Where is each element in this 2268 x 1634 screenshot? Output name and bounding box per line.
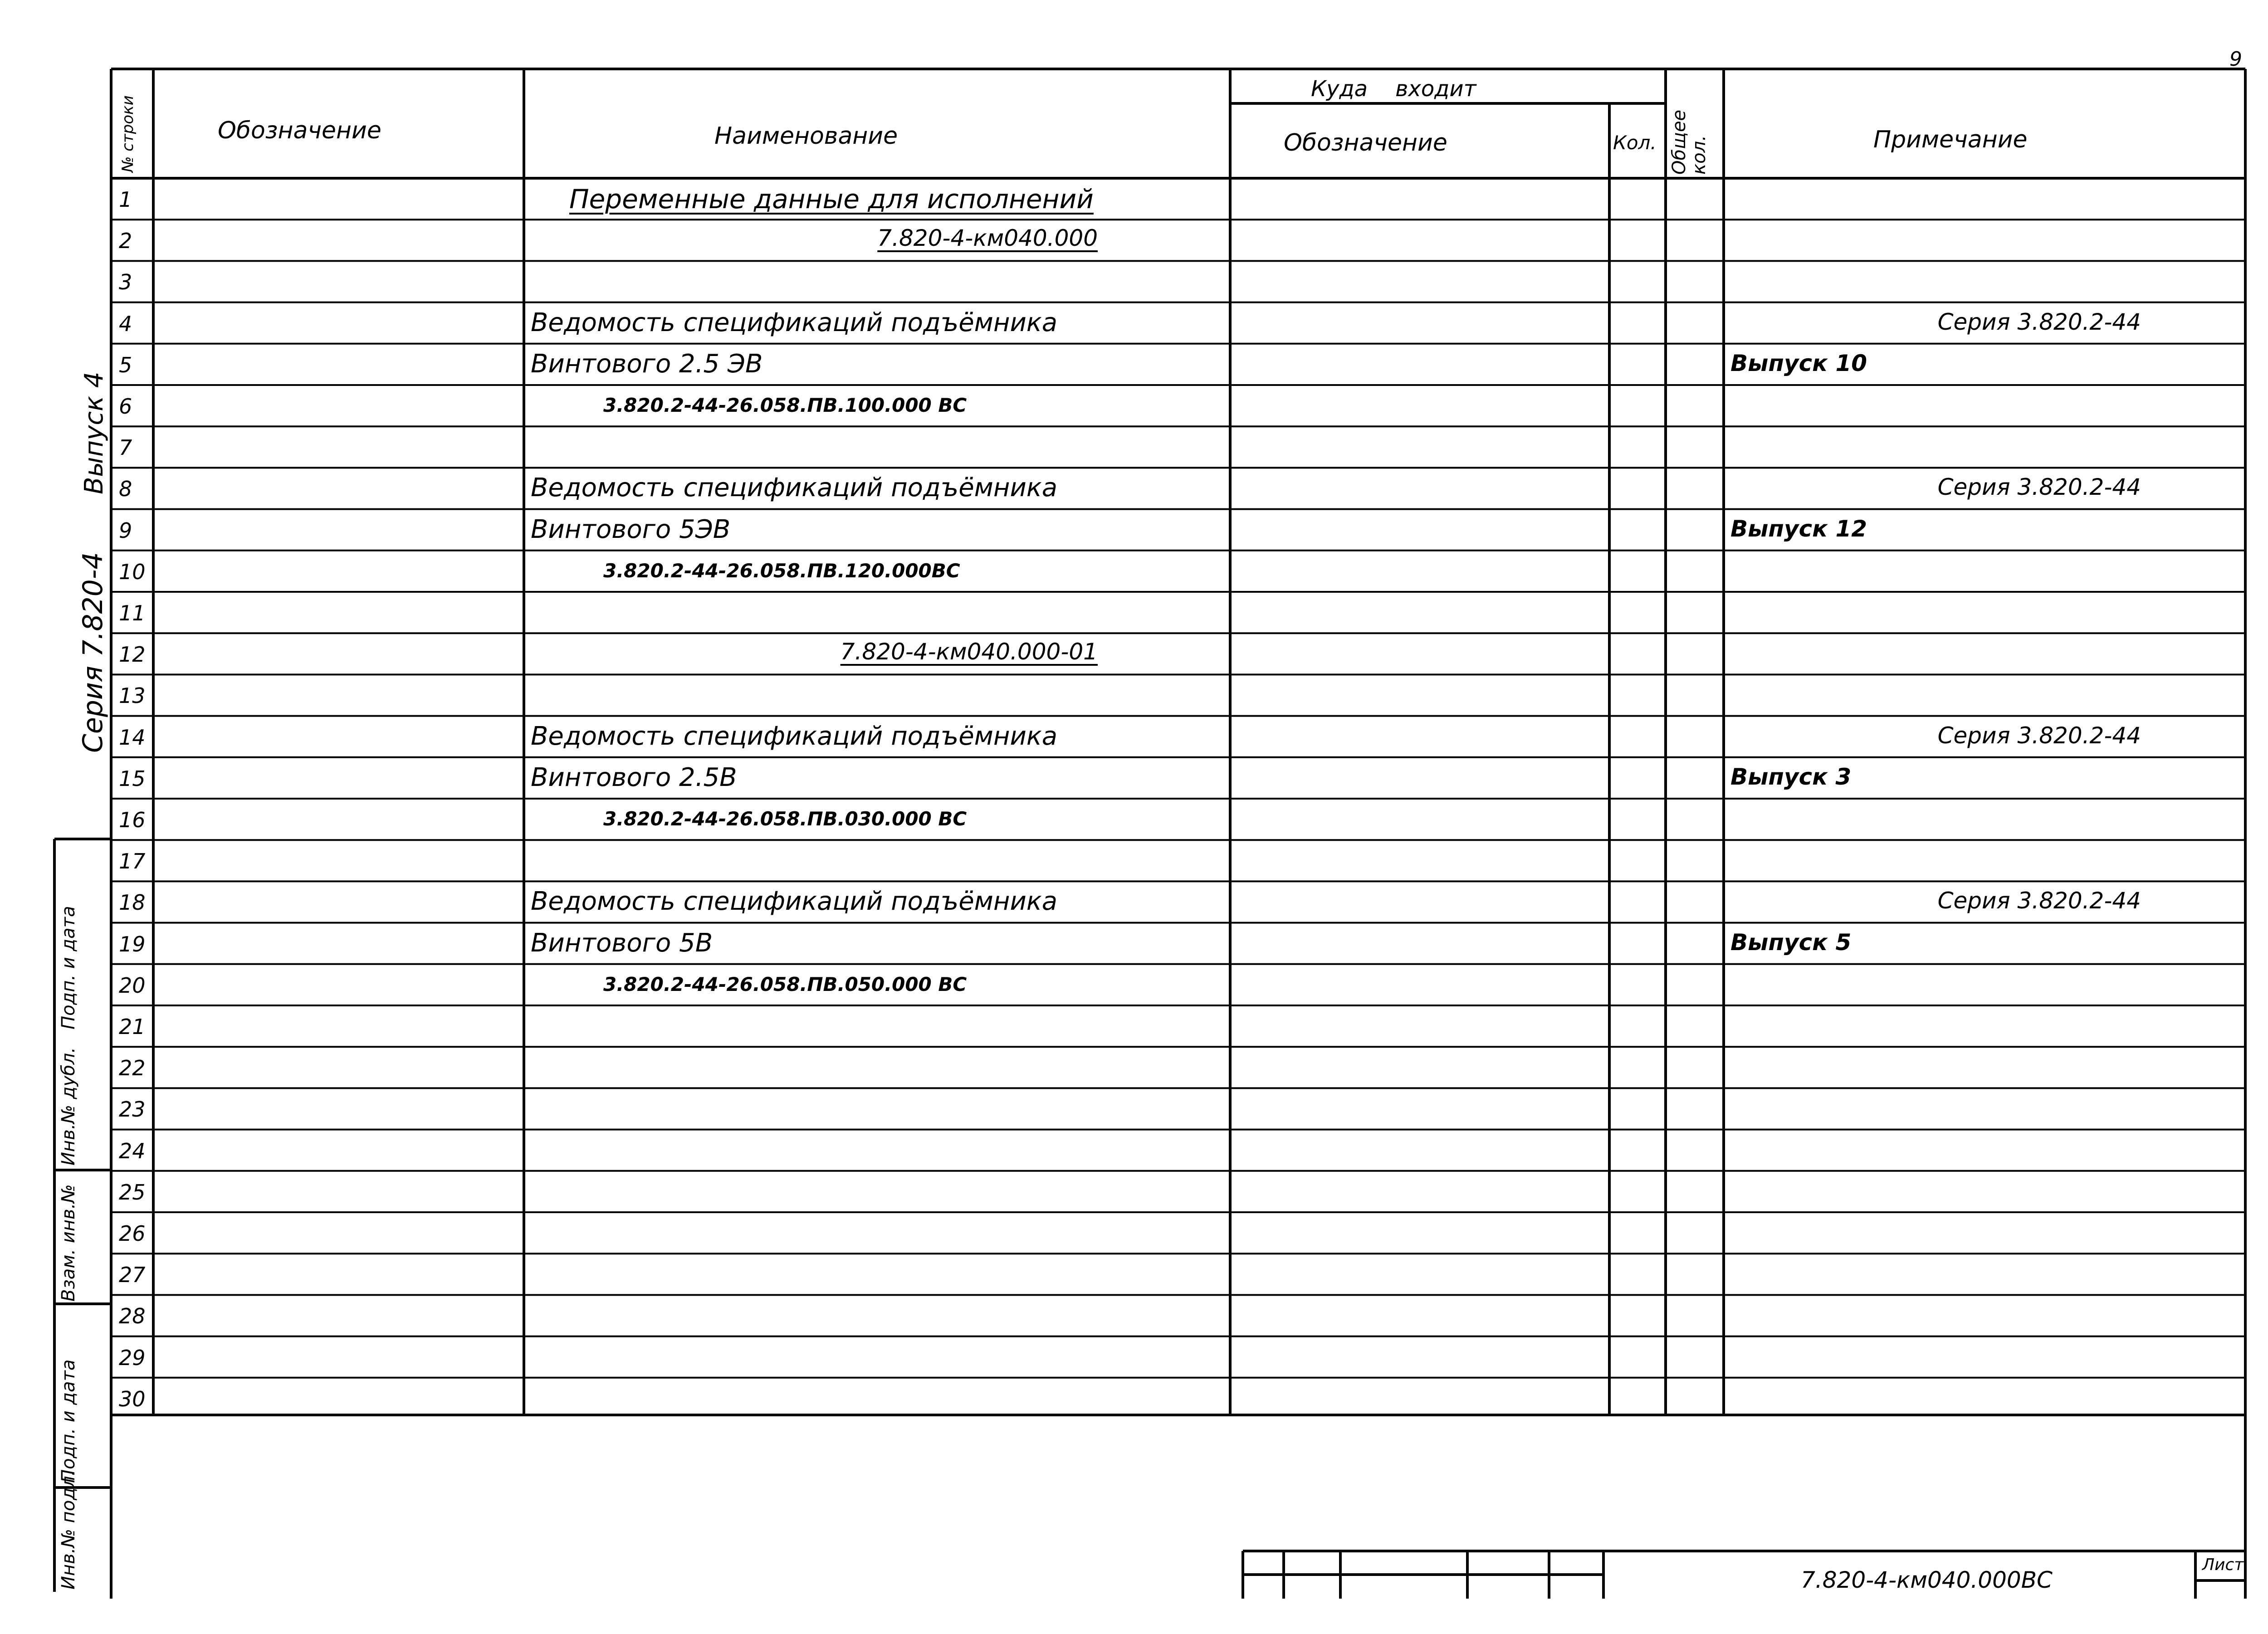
header-where-used: Куда входит [1311, 76, 1476, 102]
row-number: 22 [119, 1056, 146, 1081]
table-row [0, 1212, 2268, 1254]
header-total-qty: Общее кол. [1669, 109, 1710, 175]
table-row [0, 1254, 2268, 1295]
stamp-replace-inv: Взам. инв.№ [58, 1184, 79, 1302]
row-note: Выпуск 12 [1730, 515, 1867, 542]
row-name: Винтового 2.5 ЭВ [531, 349, 763, 379]
row-number: 17 [119, 849, 146, 874]
row-number: 18 [119, 890, 146, 915]
table-row [0, 178, 2268, 219]
row-name: Винтового 2.5В [531, 762, 737, 792]
table-row [0, 1047, 2268, 1088]
table-row [0, 633, 2268, 674]
row-number: 23 [119, 1097, 146, 1122]
row-number: 30 [119, 1386, 146, 1411]
row-name: 3.820.2-44-26.058.ПВ.030.000 ВС [603, 808, 967, 830]
side-series-label: Серия 7.820-4 [77, 552, 109, 753]
row-name: Винтового 5В [531, 928, 713, 958]
table-row [0, 1130, 2268, 1171]
side-issue-label: Выпуск 4 [79, 371, 109, 494]
row-name: Ведомость спецификаций подъёмника [531, 721, 1058, 751]
row-note: Серия 3.820.2-44 [1937, 308, 2141, 335]
row-number: 6 [119, 394, 132, 419]
header-where-designation: Обозначение [1284, 129, 1447, 156]
header-note: Примечание [1873, 126, 2028, 153]
row-name: 7.820-4-км040.000 [877, 225, 1098, 252]
table-row [0, 219, 2268, 261]
table-row [0, 1171, 2268, 1212]
row-number: 27 [119, 1263, 146, 1288]
row-name: 3.820.2-44-26.058.ПВ.100.000 ВС [603, 394, 967, 416]
table-row [0, 1336, 2268, 1378]
row-number: 26 [119, 1221, 146, 1246]
row-note: Серия 3.820.2-44 [1937, 722, 2141, 749]
table-row [0, 840, 2268, 881]
row-number: 14 [119, 725, 146, 750]
sheet-label: Лист [2202, 1556, 2244, 1574]
table-row [0, 1088, 2268, 1129]
table-row [0, 426, 2268, 468]
row-number: 20 [119, 973, 146, 998]
row-name: 3.820.2-44-26.058.ПВ.120.000ВС [603, 559, 960, 582]
row-number: 5 [119, 352, 132, 377]
row-note: Серия 3.820.2-44 [1937, 474, 2141, 501]
row-number: 13 [119, 683, 146, 708]
table-row [0, 261, 2268, 302]
row-name: Переменные данные для исполнений [569, 184, 1094, 215]
row-name: Ведомость спецификаций подъёмника [531, 473, 1058, 503]
row-name: Винтового 5ЭВ [531, 514, 731, 544]
sheet-number-top: 9 [2229, 48, 2242, 71]
row-name: 7.820-4-км040.000-01 [840, 639, 1098, 665]
row-number: 3 [119, 270, 132, 295]
table-row [0, 1378, 2268, 1419]
table-row [0, 881, 2268, 922]
row-note: Выпуск 5 [1730, 929, 1852, 956]
table-row [0, 799, 2268, 840]
row-number: 29 [119, 1345, 146, 1370]
table-row [0, 674, 2268, 716]
row-name: Ведомость спецификаций подъёмника [531, 887, 1058, 917]
row-number: 10 [119, 559, 146, 584]
row-number: 2 [119, 229, 132, 254]
header-row-number: № строки [119, 95, 137, 172]
table-row [0, 302, 2268, 344]
row-number: 19 [119, 932, 146, 956]
row-number: 12 [119, 642, 146, 667]
row-number: 9 [119, 518, 132, 543]
table-row [0, 716, 2268, 757]
row-number: 8 [119, 477, 132, 502]
row-number: 24 [119, 1138, 146, 1163]
table-row [0, 592, 2268, 633]
row-note: Серия 3.820.2-44 [1937, 888, 2141, 914]
row-number: 7 [119, 435, 132, 460]
row-number: 4 [119, 311, 132, 336]
table-row [0, 344, 2268, 385]
table-row [0, 964, 2268, 1005]
table-row [0, 385, 2268, 426]
row-note: Выпуск 3 [1730, 763, 1852, 790]
table-row [0, 468, 2268, 509]
document-code: 7.820-4-км040.000ВС [1801, 1567, 2053, 1593]
row-name: 3.820.2-44-26.058.ПВ.050.000 ВС [603, 973, 967, 995]
row-number: 15 [119, 766, 146, 791]
row-number: 16 [119, 808, 146, 832]
table-row [0, 509, 2268, 551]
stamp-inv-original: Инв.№ подл. [58, 1470, 79, 1590]
row-number: 1 [119, 187, 132, 212]
stamp-sign-date-2: Подп. и дата [58, 1359, 79, 1483]
table-row [0, 923, 2268, 964]
row-name: Ведомость спецификаций подъёмника [531, 307, 1058, 337]
header-designation: Обозначение [218, 117, 381, 144]
table-row [0, 757, 2268, 799]
header-qty: Кол. [1613, 132, 1657, 154]
row-note: Выпуск 10 [1730, 350, 1867, 376]
row-number: 25 [119, 1180, 146, 1205]
row-number: 28 [119, 1304, 146, 1329]
row-number: 11 [119, 601, 146, 625]
row-number: 21 [119, 1015, 146, 1039]
stamp-sign-date-1: Подп. и дата [58, 906, 79, 1029]
header-name: Наименование [714, 122, 898, 150]
stamp-inv-dupl: Инв.№ дубл. [58, 1047, 79, 1166]
table-row [0, 1005, 2268, 1047]
table-row [0, 1295, 2268, 1336]
table-row [0, 551, 2268, 592]
